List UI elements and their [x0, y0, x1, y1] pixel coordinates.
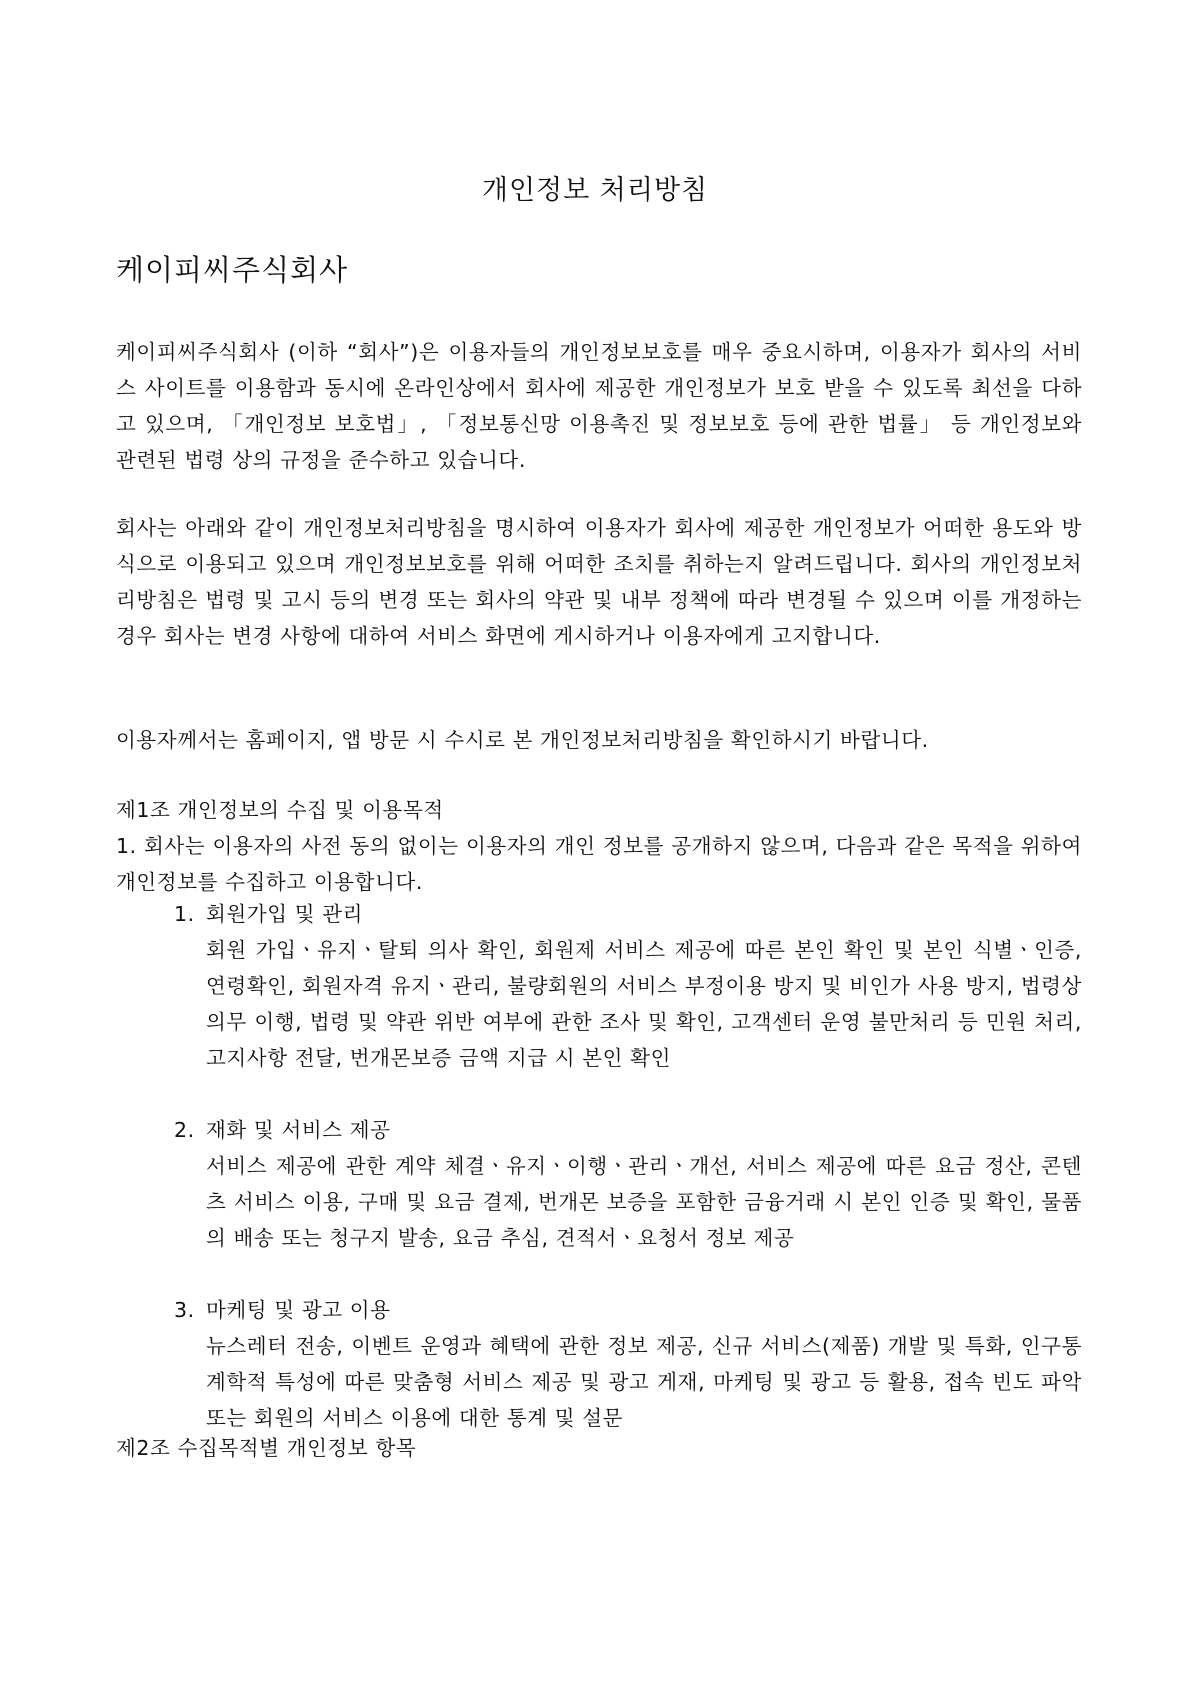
list-item-title: 마케팅 및 광고 이용 — [206, 1298, 391, 1322]
article-1-heading: 제1조 개인정보의 수집 및 이용목적 — [116, 798, 444, 822]
intro-paragraph-1: 케이피씨주식회사 (이하 “회사”)은 이용자들의 개인정보보호를 매우 중요시하며, 이용자가 회사의 서비스 사이트를 이용함과 동시에 온라인상에서 회사에 제공한 개인정보가 보호 받을 수 있도록 최선을 다하고 있으며, 「개인정보 보호법」, 「정보통신망 이용촉진 및 정보보호 등에 관한 법률」 등 개인정보와 관련된 법령 상의 규정을 준수하고 있습니다. — [116, 340, 1082, 472]
list-item-number: 1. — [174, 902, 195, 926]
purpose-list-item — [174, 896, 1082, 1076]
intro-paragraph-3: 이용자께서는 홈페이지, 앱 방문 시 수시로 본 개인정보처리방침을 확인하시기 바랍니다. — [116, 728, 929, 752]
purpose-list-item — [174, 1112, 1082, 1256]
list-item-description: 뉴스레터 전송, 이벤트 운영과 혜택에 관한 정보 제공, 신규 서비스(제품) 개발 및 특화, 인구통계학적 특성에 따른 맞춤형 서비스 제공 및 광고 게재, 마케팅 및 광고 등 활용, 접속 빈도 파악 또는 회원의 서비스 이용에 대한 통계 및 설문 — [206, 1334, 1082, 1430]
list-item-title: 회원가입 및 관리 — [206, 902, 364, 926]
intro-paragraph-2: 회사는 아래와 같이 개인정보처리방침을 명시하여 이용자가 회사에 제공한 개인정보가 어떠한 용도와 방식으로 이용되고 있으며 개인정보보호를 위해 어떠한 조치를 취하는지 알려드립니다. 회사의 개인정보처리방침은 법령 및 고시 등의 변경 또는 회사의 약관 및 내부 정책에 따라 변경될 수 있으며 이를 개정하는 경우 회사는 변경 사항에 대하여 서비스 화면에 게시하거나 이용자에게 고지합니다. — [116, 516, 1082, 648]
list-item-number: 3. — [174, 1298, 195, 1322]
list-item-header — [174, 1292, 1082, 1328]
purpose-list-item — [174, 1292, 1082, 1436]
document-title: 개인정보 처리방침 — [481, 175, 709, 206]
article-1 — [116, 792, 1082, 900]
list-item-description: 서비스 제공에 관한 계약 체결ㆍ유지ㆍ이행ㆍ관리ㆍ개선, 서비스 제공에 따른 요금 정산, 콘텐츠 서비스 이용, 구매 및 요금 결제, 번개몬 보증을 포함한 금융거래 시 본인 인증 및 확인, 물품의 배송 또는 청구지 발송, 요금 추심, 견적서ㆍ요청서 정보 제공 — [206, 1154, 1082, 1250]
list-item-header — [174, 1112, 1082, 1148]
list-item-description: 회원 가입ㆍ유지ㆍ탈퇴 의사 확인, 회원제 서비스 제공에 따른 본인 확인 및 본인 식별ㆍ인증, 연령확인, 회원자격 유지ㆍ관리, 불량회원의 서비스 부정이용 방지 및 비인가 사용 방지, 법령상 의무 이행, 법령 및 약관 위반 여부에 관한 조사 및 확인, 고객센터 운영 불만처리 등 민원 처리, 고지사항 전달, 번개몬보증 금액 지급 시 본인 확인 — [206, 938, 1082, 1070]
company-name: 케이피씨주식회사 — [116, 253, 349, 287]
article-2-heading: 제2조 수집목적별 개인정보 항목 — [116, 1436, 417, 1460]
list-item-number: 2. — [174, 1118, 195, 1142]
article-1-clause: 1. 회사는 이용자의 사전 동의 없이는 이용자의 개인 정보를 공개하지 않으며, 다음과 같은 목적을 위하여 개인정보를 수집하고 이용합니다. — [116, 834, 1082, 894]
list-item-header — [174, 896, 1082, 932]
list-item-title: 재화 및 서비스 제공 — [206, 1118, 391, 1142]
